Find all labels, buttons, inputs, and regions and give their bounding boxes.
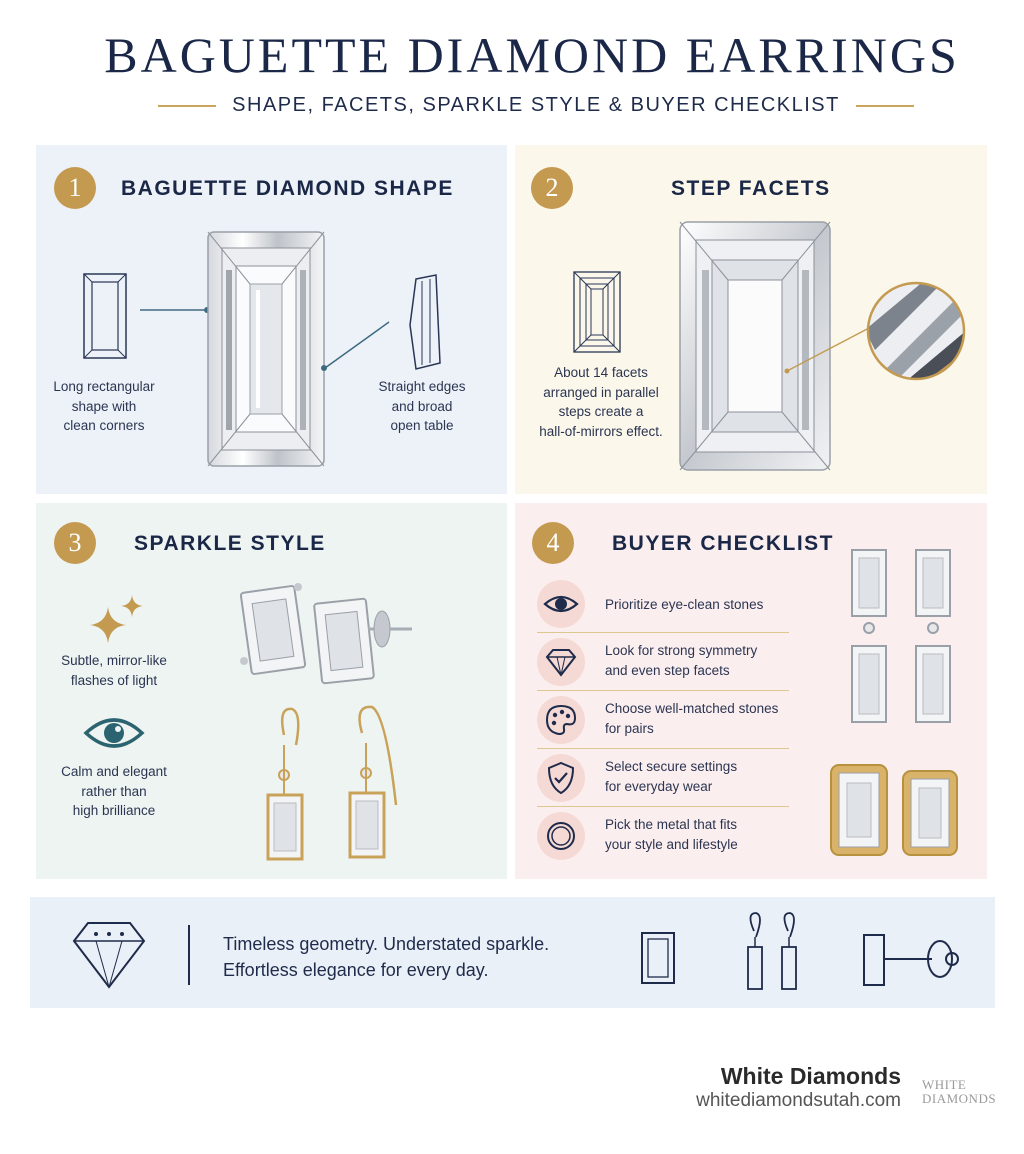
panel-buyer-checklist <box>515 503 987 879</box>
double-drop-earrings-image <box>849 548 961 728</box>
elegance-caption: Calm and elegant rather than high brilliance <box>61 764 167 818</box>
baguette-outline-icon <box>83 273 127 359</box>
eye-icon <box>84 715 144 751</box>
page-subtitle: SHAPE, FACETS, SPARKLE STYLE & BUYER CHECKLIST <box>232 94 840 116</box>
step-facet-outline-icon <box>573 271 621 353</box>
checklist-item <box>537 749 789 807</box>
gold-rule-right <box>856 105 914 107</box>
baguette-diamond-image <box>206 230 326 470</box>
palette-icon <box>537 696 585 744</box>
leader-line-right <box>319 320 391 372</box>
eye-icon <box>537 580 585 628</box>
section-heading: STEP FACETS <box>671 177 831 200</box>
diamond-outline-icon <box>72 921 146 989</box>
panel-step-facets <box>515 145 987 494</box>
section-number: 2 <box>531 167 573 209</box>
section-number: 3 <box>54 522 96 564</box>
checklist-item <box>537 633 789 691</box>
divider <box>188 925 190 985</box>
diamond-icon <box>537 638 585 686</box>
ring-icon <box>537 812 585 860</box>
shape-caption-right: Straight edges and broad open table <box>378 379 466 433</box>
section-heading: BAGUETTE DIAMOND SHAPE <box>121 177 454 200</box>
checklist-item <box>537 691 789 749</box>
footer-band <box>30 897 995 1008</box>
baguette-stone-icon <box>640 931 676 985</box>
shield-check-icon <box>537 754 585 802</box>
subtitle-row <box>0 94 1024 117</box>
panel-sparkle-style <box>36 503 507 879</box>
checklist-item <box>537 807 789 865</box>
section-number: 4 <box>532 522 574 564</box>
gold-bezel-studs-image <box>829 763 959 859</box>
facets-caption: About 14 facets arranged in parallel steps create a hall-of-mirrors effect. <box>539 365 663 439</box>
section-number: 1 <box>54 167 96 209</box>
baguette-side-view-icon <box>408 275 442 371</box>
brand-logo: WHITE DIAMONDS <box>922 1077 997 1106</box>
checklist-item <box>537 575 789 633</box>
gold-drop-earrings-image <box>262 705 402 865</box>
facet-zoom-circle <box>865 280 967 382</box>
shape-caption-left: Long rectangular shape with clean corners <box>53 379 155 433</box>
stud-earrings-image <box>236 579 416 691</box>
checklist-text: Select secure settings for everyday wear <box>605 759 738 794</box>
section-heading: BUYER CHECKLIST <box>612 532 835 555</box>
checklist-text: Look for strong symmetry and even step facets <box>605 643 758 678</box>
gold-rule-left <box>158 105 216 107</box>
checklist-text: Choose well-matched stones for pairs <box>605 701 779 736</box>
tagline: Timeless geometry. Understated sparkle. Effortless elegance for every day. <box>223 934 550 980</box>
facet-zoom-leader <box>783 325 873 375</box>
panel-baguette-shape <box>36 145 507 494</box>
brand-name: White Diamonds <box>720 1063 901 1089</box>
checklist-text: Pick the metal that fits your style and lifestyle <box>605 817 738 852</box>
page-title: BAGUETTE DIAMOND EARRINGS <box>104 27 960 83</box>
section-heading: SPARKLE STYLE <box>134 532 326 555</box>
sparkle-caption: Subtle, mirror-like flashes of light <box>61 653 167 688</box>
leader-line-left <box>140 305 210 315</box>
drop-earrings-icon <box>742 911 802 993</box>
sparkle-icon <box>90 595 148 645</box>
stud-earring-side-icon <box>862 933 962 989</box>
brand-url: whitediamondsutah.com <box>696 1090 901 1111</box>
checklist-text: Prioritize eye-clean stones <box>605 597 764 612</box>
